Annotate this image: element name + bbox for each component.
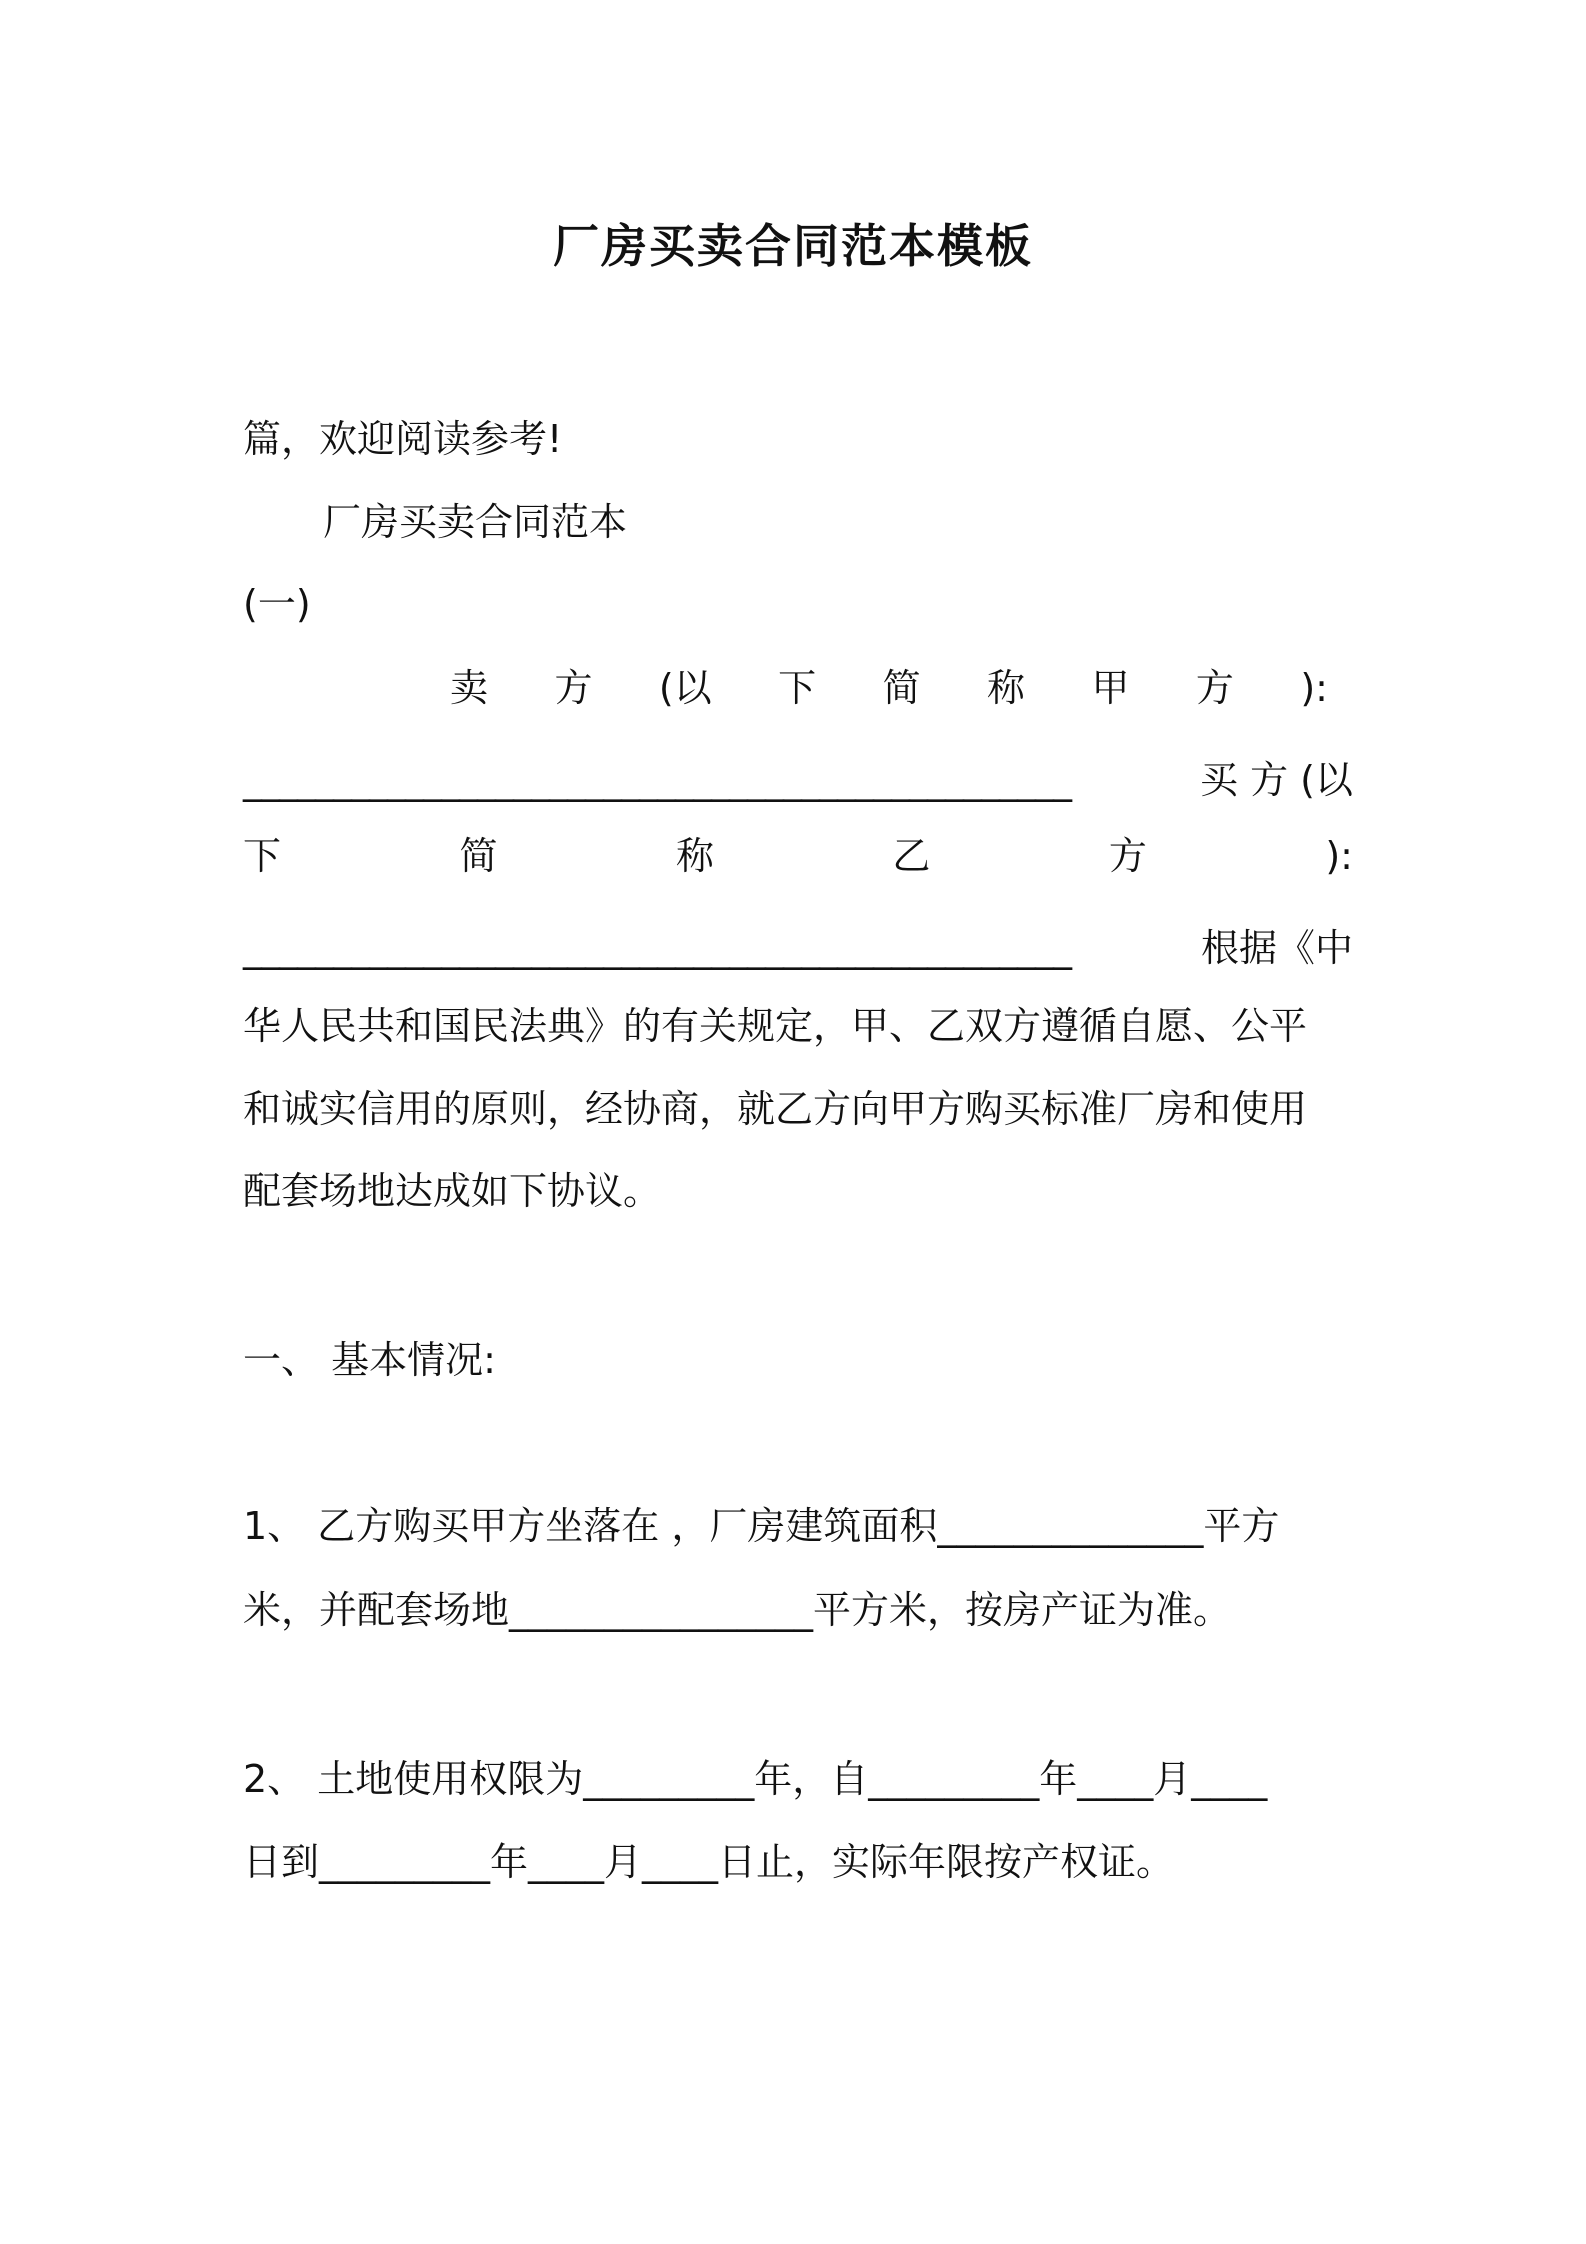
buyer-blank-line [243, 922, 1353, 974]
seller-label-char: 方 [554, 666, 593, 710]
section-heading: 一、 基本情况: [243, 1338, 496, 1382]
seller-label-char: (以 [658, 666, 712, 710]
buyer-label-char: ): [1325, 834, 1353, 878]
buyer-label-char: 称 [675, 834, 714, 878]
contract-subtitle: 厂房买卖合同范本 [323, 500, 628, 544]
buyer-label-line [243, 830, 1353, 882]
basis-start: 根据《中 [1200, 926, 1353, 970]
seller-name-blank: ______________________________________________ [243, 758, 1071, 802]
item-2-line: 2、 土地使用权限为_________年，自_________年____月____ [243, 1757, 1268, 1801]
seller-label-char: ): [1300, 666, 1328, 710]
item-2-line: 日到_________年____月____日止，实际年限按产权证。 [243, 1840, 1175, 1884]
seller-label-char: 甲 [1091, 666, 1130, 710]
seller-label-char: 卖 [450, 666, 489, 710]
buyer-label-start: 买 方 (以 [1200, 758, 1353, 802]
item-1-line: 米，并配套场地________________平方米，按房产证为准。 [243, 1588, 1232, 1632]
seller-label-char: 下 [778, 666, 817, 710]
seller-label-char: 方 [1195, 666, 1234, 710]
section-mark: (一) [243, 582, 311, 626]
buyer-label-char: 方 [1108, 834, 1147, 878]
buyer-label-char: 乙 [892, 834, 931, 878]
paragraph-line: 和诚实信用的原则，经协商，就乙方向甲方购买标准厂房和使用 [243, 1087, 1308, 1131]
intro-text: 篇，欢迎阅读参考! [243, 417, 563, 461]
buyer-name-blank: ______________________________________________ [243, 926, 1071, 970]
document-title: 厂房买卖合同范本模板 [553, 219, 1033, 273]
seller-label-char: 称 [987, 666, 1026, 710]
seller-blank-line [243, 754, 1353, 806]
seller-label-line [450, 662, 1328, 714]
seller-label-char: 简 [882, 666, 921, 710]
paragraph-line: 华人民共和国民法典》的有关规定，甲、乙双方遵循自愿、公平 [243, 1004, 1308, 1048]
item-1-line: 1、 乙方购买甲方坐落在 ，厂房建筑面积______________平方 [243, 1504, 1280, 1548]
buyer-label-char: 下 [243, 834, 282, 878]
paragraph-line: 配套场地达成如下协议。 [243, 1169, 662, 1213]
buyer-label-char: 简 [459, 834, 498, 878]
